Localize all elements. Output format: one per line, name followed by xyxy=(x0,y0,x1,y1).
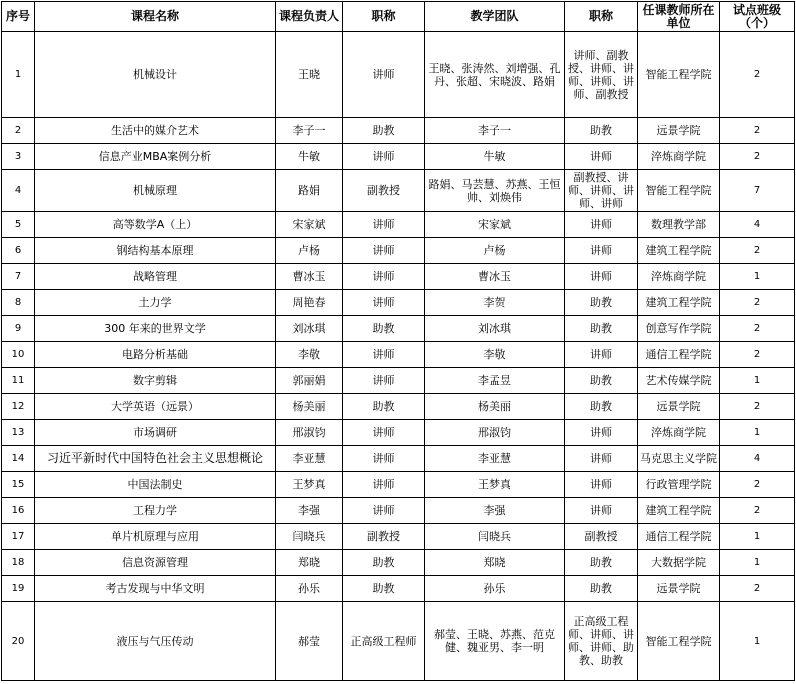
cell-lead-title: 讲师 xyxy=(343,32,425,118)
table-row xyxy=(2,32,795,118)
table-row xyxy=(2,446,795,472)
cell-course-name: 液压与气压传动 xyxy=(35,602,276,681)
cell-team-title: 讲师 xyxy=(565,264,638,290)
cell-lead-title: 助教 xyxy=(343,394,425,420)
table-row xyxy=(2,316,795,342)
cell-team-title: 副教授、讲师、讲师、讲师、讲师 xyxy=(565,170,638,212)
cell-teacher-unit: 淬炼商学院 xyxy=(638,264,720,290)
header-teaching-team: 教学团队 xyxy=(425,2,565,32)
cell-pilot-classes: 4 xyxy=(720,212,795,238)
cell-course-lead: 李敬 xyxy=(276,342,343,368)
table-row xyxy=(2,394,795,420)
cell-lead-title: 助教 xyxy=(343,316,425,342)
cell-lead-title: 讲师 xyxy=(343,342,425,368)
course-table xyxy=(1,1,795,681)
cell-course-lead: 杨美丽 xyxy=(276,394,343,420)
cell-course-lead: 曹冰玉 xyxy=(276,264,343,290)
table-row xyxy=(2,238,795,264)
cell-course-lead: 邢淑钧 xyxy=(276,420,343,446)
cell-seq: 14 xyxy=(2,446,35,472)
cell-seq: 18 xyxy=(2,550,35,576)
table-row xyxy=(2,170,795,212)
cell-course-name: 高等数学A（上） xyxy=(35,212,276,238)
cell-pilot-classes: 2 xyxy=(720,342,795,368)
cell-seq: 10 xyxy=(2,342,35,368)
cell-pilot-classes: 2 xyxy=(720,394,795,420)
cell-course-name: 考古发现与中华文明 xyxy=(35,576,276,602)
cell-course-name: 信息产业MBA案例分析 xyxy=(35,144,276,170)
cell-teacher-unit: 远景学院 xyxy=(638,576,720,602)
table-row xyxy=(2,602,795,681)
cell-team-title: 助教 xyxy=(565,368,638,394)
cell-pilot-classes: 1 xyxy=(720,368,795,394)
cell-teacher-unit: 智能工程学院 xyxy=(638,602,720,681)
cell-course-name: 机械设计 xyxy=(35,32,276,118)
cell-course-name: 电路分析基础 xyxy=(35,342,276,368)
cell-teaching-team: 李强 xyxy=(425,498,565,524)
cell-course-name: 信息资源管理 xyxy=(35,550,276,576)
header-teacher-unit: 任课教师所在单位 xyxy=(638,2,720,32)
cell-seq: 17 xyxy=(2,524,35,550)
cell-team-title: 助教 xyxy=(565,550,638,576)
cell-course-lead: 郑晓 xyxy=(276,550,343,576)
cell-seq: 15 xyxy=(2,472,35,498)
cell-teaching-team: 李亚慧 xyxy=(425,446,565,472)
cell-team-title: 讲师 xyxy=(565,212,638,238)
cell-team-title: 讲师 xyxy=(565,446,638,472)
table-row xyxy=(2,420,795,446)
cell-lead-title: 讲师 xyxy=(343,264,425,290)
cell-pilot-classes: 4 xyxy=(720,446,795,472)
cell-course-lead: 李子一 xyxy=(276,118,343,144)
cell-course-lead: 王晓 xyxy=(276,32,343,118)
cell-teaching-team: 宋家斌 xyxy=(425,212,565,238)
cell-lead-title: 助教 xyxy=(343,118,425,144)
cell-teacher-unit: 行政管理学院 xyxy=(638,472,720,498)
cell-pilot-classes: 2 xyxy=(720,144,795,170)
cell-teacher-unit: 大数据学院 xyxy=(638,550,720,576)
cell-course-lead: 孙乐 xyxy=(276,576,343,602)
table-row xyxy=(2,498,795,524)
cell-teaching-team: 杨美丽 xyxy=(425,394,565,420)
table-row xyxy=(2,550,795,576)
cell-team-title: 副教授 xyxy=(565,524,638,550)
cell-lead-title: 讲师 xyxy=(343,238,425,264)
cell-lead-title: 讲师 xyxy=(343,368,425,394)
cell-pilot-classes: 1 xyxy=(720,550,795,576)
cell-teaching-team: 李孟昱 xyxy=(425,368,565,394)
cell-course-name: 数字剪辑 xyxy=(35,368,276,394)
table-row xyxy=(2,524,795,550)
cell-seq: 4 xyxy=(2,170,35,212)
cell-lead-title: 讲师 xyxy=(343,446,425,472)
cell-course-name: 生活中的媒介艺术 xyxy=(35,118,276,144)
cell-teacher-unit: 智能工程学院 xyxy=(638,32,720,118)
table-row xyxy=(2,472,795,498)
cell-seq: 3 xyxy=(2,144,35,170)
cell-team-title: 讲师 xyxy=(565,238,638,264)
cell-pilot-classes: 2 xyxy=(720,316,795,342)
cell-seq: 8 xyxy=(2,290,35,316)
cell-teacher-unit: 通信工程学院 xyxy=(638,342,720,368)
cell-seq: 20 xyxy=(2,602,35,681)
cell-course-name: 机械原理 xyxy=(35,170,276,212)
cell-course-lead: 王梦真 xyxy=(276,472,343,498)
cell-teaching-team: 刘冰琪 xyxy=(425,316,565,342)
cell-seq: 6 xyxy=(2,238,35,264)
cell-teacher-unit: 远景学院 xyxy=(638,394,720,420)
cell-team-title: 讲师 xyxy=(565,342,638,368)
header-course-name: 课程名称 xyxy=(35,2,276,32)
cell-seq: 12 xyxy=(2,394,35,420)
cell-lead-title: 讲师 xyxy=(343,472,425,498)
cell-teaching-team: 王晓、张涛然、刘增强、孔丹、张超、宋晓波、路娟 xyxy=(425,32,565,118)
cell-team-title: 讲师 xyxy=(565,472,638,498)
cell-pilot-classes: 2 xyxy=(720,576,795,602)
cell-seq: 9 xyxy=(2,316,35,342)
cell-course-lead: 李强 xyxy=(276,498,343,524)
cell-teaching-team: 郝莹、王晓、苏燕、范克健、魏亚男、李一明 xyxy=(425,602,565,681)
cell-lead-title: 副教授 xyxy=(343,524,425,550)
cell-teacher-unit: 远景学院 xyxy=(638,118,720,144)
cell-course-name: 土力学 xyxy=(35,290,276,316)
cell-seq: 13 xyxy=(2,420,35,446)
cell-pilot-classes: 1 xyxy=(720,420,795,446)
cell-teaching-team: 郑晓 xyxy=(425,550,565,576)
cell-course-name: 市场调研 xyxy=(35,420,276,446)
cell-pilot-classes: 2 xyxy=(720,32,795,118)
cell-teaching-team: 卢杨 xyxy=(425,238,565,264)
cell-course-name: 单片机原理与应用 xyxy=(35,524,276,550)
table-row xyxy=(2,290,795,316)
header-team-title: 职称 xyxy=(565,2,638,32)
cell-team-title: 助教 xyxy=(565,394,638,420)
cell-pilot-classes: 2 xyxy=(720,118,795,144)
cell-teaching-team: 王梦真 xyxy=(425,472,565,498)
cell-team-title: 讲师 xyxy=(565,144,638,170)
cell-lead-title: 副教授 xyxy=(343,170,425,212)
header-course-lead: 课程负责人 xyxy=(276,2,343,32)
cell-team-title: 助教 xyxy=(565,118,638,144)
table-body xyxy=(2,32,795,681)
header-row xyxy=(2,2,795,32)
cell-teacher-unit: 创意写作学院 xyxy=(638,316,720,342)
cell-teacher-unit: 建筑工程学院 xyxy=(638,290,720,316)
cell-pilot-classes: 7 xyxy=(720,170,795,212)
cell-course-lead: 周艳春 xyxy=(276,290,343,316)
cell-teaching-team: 闫晓兵 xyxy=(425,524,565,550)
cell-seq: 2 xyxy=(2,118,35,144)
cell-teacher-unit: 马克思主义学院 xyxy=(638,446,720,472)
cell-teacher-unit: 数理教学部 xyxy=(638,212,720,238)
cell-team-title: 助教 xyxy=(565,290,638,316)
cell-pilot-classes: 1 xyxy=(720,264,795,290)
cell-teaching-team: 曹冰玉 xyxy=(425,264,565,290)
table-row xyxy=(2,342,795,368)
cell-course-name: 中国法制史 xyxy=(35,472,276,498)
cell-team-title: 讲师、副教授、讲师、讲师、讲师、讲师、副教授 xyxy=(565,32,638,118)
table-row xyxy=(2,118,795,144)
cell-course-name: 工程力学 xyxy=(35,498,276,524)
cell-teacher-unit: 智能工程学院 xyxy=(638,170,720,212)
cell-pilot-classes: 2 xyxy=(720,472,795,498)
cell-teacher-unit: 淬炼商学院 xyxy=(638,144,720,170)
table-row xyxy=(2,368,795,394)
cell-teaching-team: 李敬 xyxy=(425,342,565,368)
cell-seq: 11 xyxy=(2,368,35,394)
cell-course-name: 300 年来的世界文学 xyxy=(35,316,276,342)
cell-teacher-unit: 建筑工程学院 xyxy=(638,498,720,524)
cell-pilot-classes: 2 xyxy=(720,290,795,316)
cell-team-title: 助教 xyxy=(565,316,638,342)
cell-teacher-unit: 建筑工程学院 xyxy=(638,238,720,264)
cell-course-lead: 牛敏 xyxy=(276,144,343,170)
cell-pilot-classes: 2 xyxy=(720,498,795,524)
cell-team-title: 助教 xyxy=(565,576,638,602)
cell-teacher-unit: 艺术传媒学院 xyxy=(638,368,720,394)
cell-lead-title: 讲师 xyxy=(343,420,425,446)
cell-course-name: 战略管理 xyxy=(35,264,276,290)
cell-teaching-team: 路娟、马芸慧、苏燕、王恒帅、刘焕伟 xyxy=(425,170,565,212)
cell-lead-title: 讲师 xyxy=(343,290,425,316)
cell-seq: 19 xyxy=(2,576,35,602)
cell-team-title: 讲师 xyxy=(565,498,638,524)
cell-pilot-classes: 2 xyxy=(720,238,795,264)
cell-course-lead: 闫晓兵 xyxy=(276,524,343,550)
table-row xyxy=(2,576,795,602)
cell-seq: 7 xyxy=(2,264,35,290)
cell-seq: 1 xyxy=(2,32,35,118)
cell-teacher-unit: 通信工程学院 xyxy=(638,524,720,550)
cell-course-name: 大学英语（远景） xyxy=(35,394,276,420)
cell-teaching-team: 李贺 xyxy=(425,290,565,316)
table-row xyxy=(2,144,795,170)
cell-seq: 16 xyxy=(2,498,35,524)
cell-lead-title: 讲师 xyxy=(343,498,425,524)
table-row xyxy=(2,212,795,238)
cell-course-lead: 卢杨 xyxy=(276,238,343,264)
cell-course-lead: 路娟 xyxy=(276,170,343,212)
cell-lead-title: 讲师 xyxy=(343,212,425,238)
cell-teaching-team: 孙乐 xyxy=(425,576,565,602)
cell-pilot-classes: 1 xyxy=(720,524,795,550)
header-pilot-classes: 试点班级（个） xyxy=(720,2,795,32)
cell-course-lead: 郝莹 xyxy=(276,602,343,681)
cell-lead-title: 助教 xyxy=(343,576,425,602)
cell-course-lead: 李亚慧 xyxy=(276,446,343,472)
cell-course-lead: 刘冰琪 xyxy=(276,316,343,342)
cell-course-lead: 郭丽娟 xyxy=(276,368,343,394)
cell-lead-title: 正高级工程师 xyxy=(343,602,425,681)
cell-teacher-unit: 淬炼商学院 xyxy=(638,420,720,446)
cell-course-name: 钢结构基本原理 xyxy=(35,238,276,264)
header-seq: 序号 xyxy=(2,2,35,32)
cell-lead-title: 助教 xyxy=(343,550,425,576)
cell-teaching-team: 李子一 xyxy=(425,118,565,144)
cell-seq: 5 xyxy=(2,212,35,238)
table-row xyxy=(2,264,795,290)
cell-team-title: 正高级工程师、讲师、讲师、讲师、助教、助教 xyxy=(565,602,638,681)
cell-course-lead: 宋家斌 xyxy=(276,212,343,238)
cell-lead-title: 讲师 xyxy=(343,144,425,170)
header-lead-title: 职称 xyxy=(343,2,425,32)
cell-course-name: 习近平新时代中国特色社会主义思想概论 xyxy=(35,446,276,472)
cell-teaching-team: 牛敏 xyxy=(425,144,565,170)
cell-teaching-team: 邢淑钧 xyxy=(425,420,565,446)
cell-team-title: 讲师 xyxy=(565,420,638,446)
cell-pilot-classes: 1 xyxy=(720,602,795,681)
